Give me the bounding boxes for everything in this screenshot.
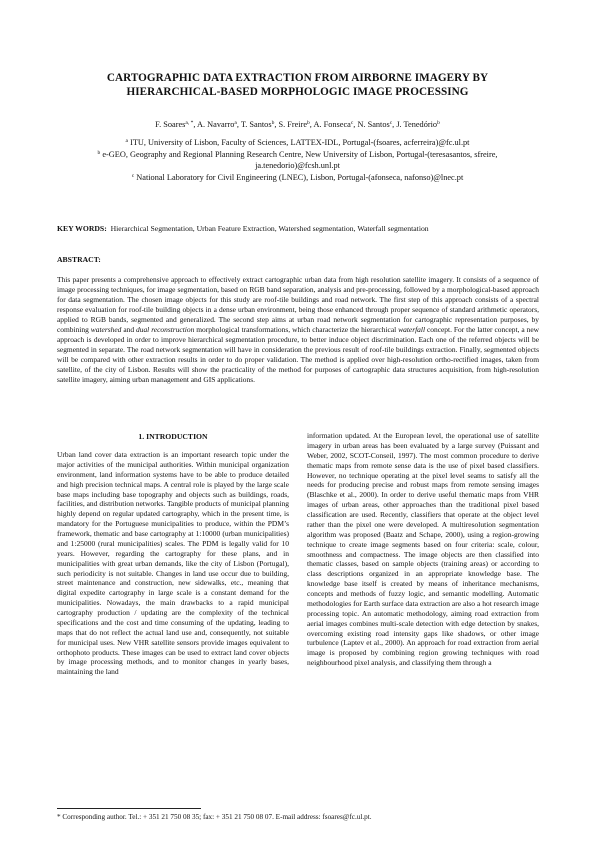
author-affiliation-mark: c (350, 120, 354, 126)
left-column (57, 450, 289, 677)
author-affiliation-mark: c (389, 120, 393, 126)
abstract-emphasis: dual reconstruction (136, 324, 195, 334)
affiliation (60, 173, 535, 184)
keywords (57, 224, 539, 234)
abstract-emphasis: waterfall (398, 324, 426, 334)
author-name: S. Freire (278, 120, 308, 129)
abstract-body (57, 275, 539, 384)
abstract-emphasis: watershed (90, 324, 122, 334)
affiliation-mark: c (131, 172, 135, 179)
title-line-1: CARTOGRAPHIC DATA EXTRACTION FROM AIRBORNE IMAGERY BY (106, 72, 489, 84)
footnote: * Corresponding author. Tel.: + 351 21 750 08 35; fax: + 351 21 750 08 07. E-mail address: fsoares@fc.ul.pt. (57, 813, 372, 821)
paper-title (60, 71, 535, 99)
affiliation-mark: a (125, 138, 128, 144)
author-name: F. Soares (155, 120, 186, 129)
intro-paragraph-right: information updated. At the European level, the operational use of satellite imagery in urban areas has been evaluated by a large survey (Puissant and Weber, 2002, SCOT-Conseil, 1997). The most common procedure to derive thematic maps from remote sense data is the use of pixel based classifiers. However, no technique operating at the pixel level seams to satisfy all the needs for producing precise and robust maps from remote sensing images (Blaschke et al., 2000). In order to derive useful thematic maps from VHR images of urban areas, other approaches than the traditional pixel based classification are used. Recently, classifiers that operate at the object level rather than the pixel one were developed. A multiresolution segmentation algorithm was proposed (Baatz and Schape, 2000), using a region-growing technique to create image segments based on four criteria: scale, colour, smoothness and compactness. The image objects are then classified into thematic classes, based on sample objects (training areas) or according to class descriptions organized in an appropriate knowledge base. The knowledge base itself is created by means of inheritance mechanisms, concepts and methods of fuzzy logic, and semantic modelling. Automatic methodologies for Earth surface data extraction are also a hot research image processing topic. An automatic methodology, aiming road extraction from aerial images combines multi-scale detection with edge detection by snakes, overcoming existing road intensity gaps like shadows, or other image turbulence (Laptev et al., 2000). An approach for road extraction from aerial image is proposed by combining region growing techniques with road neighbourhood pixel analysis, and classifying them through a (307, 431, 539, 668)
keywords-text: Hierarchical Segmentation, Urban Feature Extraction, Watershed segmentation, Waterfall segmentation (110, 224, 429, 233)
author-affiliation-mark: a (234, 120, 237, 126)
affiliation-mark: b (97, 150, 101, 157)
author-affiliation-mark: b (437, 120, 440, 126)
author-affiliation-mark: a, * (185, 120, 194, 126)
author-name: A. Navarro (197, 120, 235, 129)
affiliation-list (60, 138, 535, 185)
abstract-text: This paper presents a comprehensive approach to effectively extract cartographic urban data from high resolution satellite imagery. It consists of a sequence of image processing techniques, for image segmentation, based on RGB band separation, analysis and pre-processing, followed by a morphological-based approach for data segmentation. The chosen image objects for this study are roof-tile buildings and road network. The first step of this approach consists of a spectral response evaluation for roof-tile building objects in a dense urban environment, being those enhanced through proper sequence of standard arithmetic operators, applied to RGB bands, segmented and generalized. The second step aims at urban road network segmentation for cartographic representation purposes, by combining (57, 275, 539, 334)
right-column (307, 431, 539, 668)
affiliation-text: e-GEO, Geography and Regional Planning Research Centre, New University of Lisbon, Portugal-(teresasantos, sfreire, ja.tenedorio)@fcsh.unl.pt (102, 150, 498, 170)
keywords-label: KEY WORDS: (57, 224, 107, 233)
abstract-heading: ABSTRACT: (57, 255, 101, 264)
section-heading-introduction: 1. INTRODUCTION (138, 432, 208, 441)
author-list: F. Soares$^{a, *}$, A. Navarro$^a$, T. Santos$^b$, S. Freire$^b$, A. Fonseca$^c$, N. Santos$^c$, J. Tenedório$^b$ (155, 120, 440, 129)
abstract-paragraph (57, 275, 539, 384)
affiliation-text: National Laboratory for Civil Engineering (LNEC), Lisbon, Portugal-(afonseca, nafonso)@lnec.pt (136, 172, 464, 182)
affiliation (60, 138, 535, 149)
affiliation-text: ITU, University of Lisbon, Faculty of Sciences, LATTEX-IDL, Portugal-(fsoares, acferreira)@fc.ul.pt (130, 138, 470, 147)
author-name: A. Fonseca (313, 120, 351, 129)
author-name: T. Santos (240, 120, 272, 129)
footnote-rule (57, 808, 201, 809)
abstract-text: and (123, 324, 135, 334)
author-name: N. Santos (357, 120, 390, 129)
abstract-text: morphological transformations, which characterize the hierarchical (196, 324, 397, 334)
author-affiliation-mark: b (307, 120, 310, 126)
author-name: J. Tenedório (396, 120, 438, 129)
author-affiliation-mark: b (271, 120, 275, 126)
title-line-2: HIERARCHICAL-BASED MORPHOLOGIC IMAGE PROCESSING (126, 86, 469, 98)
affiliation (60, 150, 535, 171)
abstract-text: concept. For the latter concept, a new approach is developed in order to improve hierarchical segmentation procedure, to better induce object discrimination. Each one of the referred objects will be segmented in separate. The road network segmentation will have in consideration the previous result of roof-tile buildings extraction. Finally, segmented objects will be compared with other extraction results in order to do proper validation. The method is applied over high-resolution ortho-rectified images, taken from satellite, of the city of Lisbon. Results will show the practicality of the method for purposes of cartographic data structures acquisition, from high-resolution satellite imagery, aiming urban management and GIS applications. (57, 324, 540, 384)
intro-paragraph-left: Urban land cover data extraction is an important research topic under the major activities of the municipal authorities. Within municipal organization environment, land information systems have to be able to produce detailed and high precision technical maps. A central role is played by the large scale base maps including base topography and objects such as buildings, roads, facilities, and distribution networks. Tangible products of municipal planning highly depend on regular updated cartography, which in the present time, is mandatory for the Portuguese municipalities to produce, within the PDM’s framework, thematic and base cartography at 1:10000 (urban municipalities) and 1:25000 (rural municipalities) scales. The PDM is legally valid for 10 years. However, regarding the cartography for these plans, and in municipalities with great urban demands, like the city of Lisbon (Portugal), such periodicity is not suitable. Changes in land use occur due to building, street maintenance and construction, new sidewalks, etc., meaning that digital expedite cartography in large scale is a constant demand for the municipalities. Nowadays, the main drawbacks to a rapid municipal cartography production / updating are the complexity of the technical specifications and the cost and time consuming of the updating, leading to maps that do not reflect the actual land use and, consequently, not suitable for municipal uses. New VHR satellite sensors provide images equivalent to orthophoto products. These images can be used to extract land cover objects by image processing methods, and to monitor changes in yearly bases, maintaining the land (57, 450, 289, 677)
